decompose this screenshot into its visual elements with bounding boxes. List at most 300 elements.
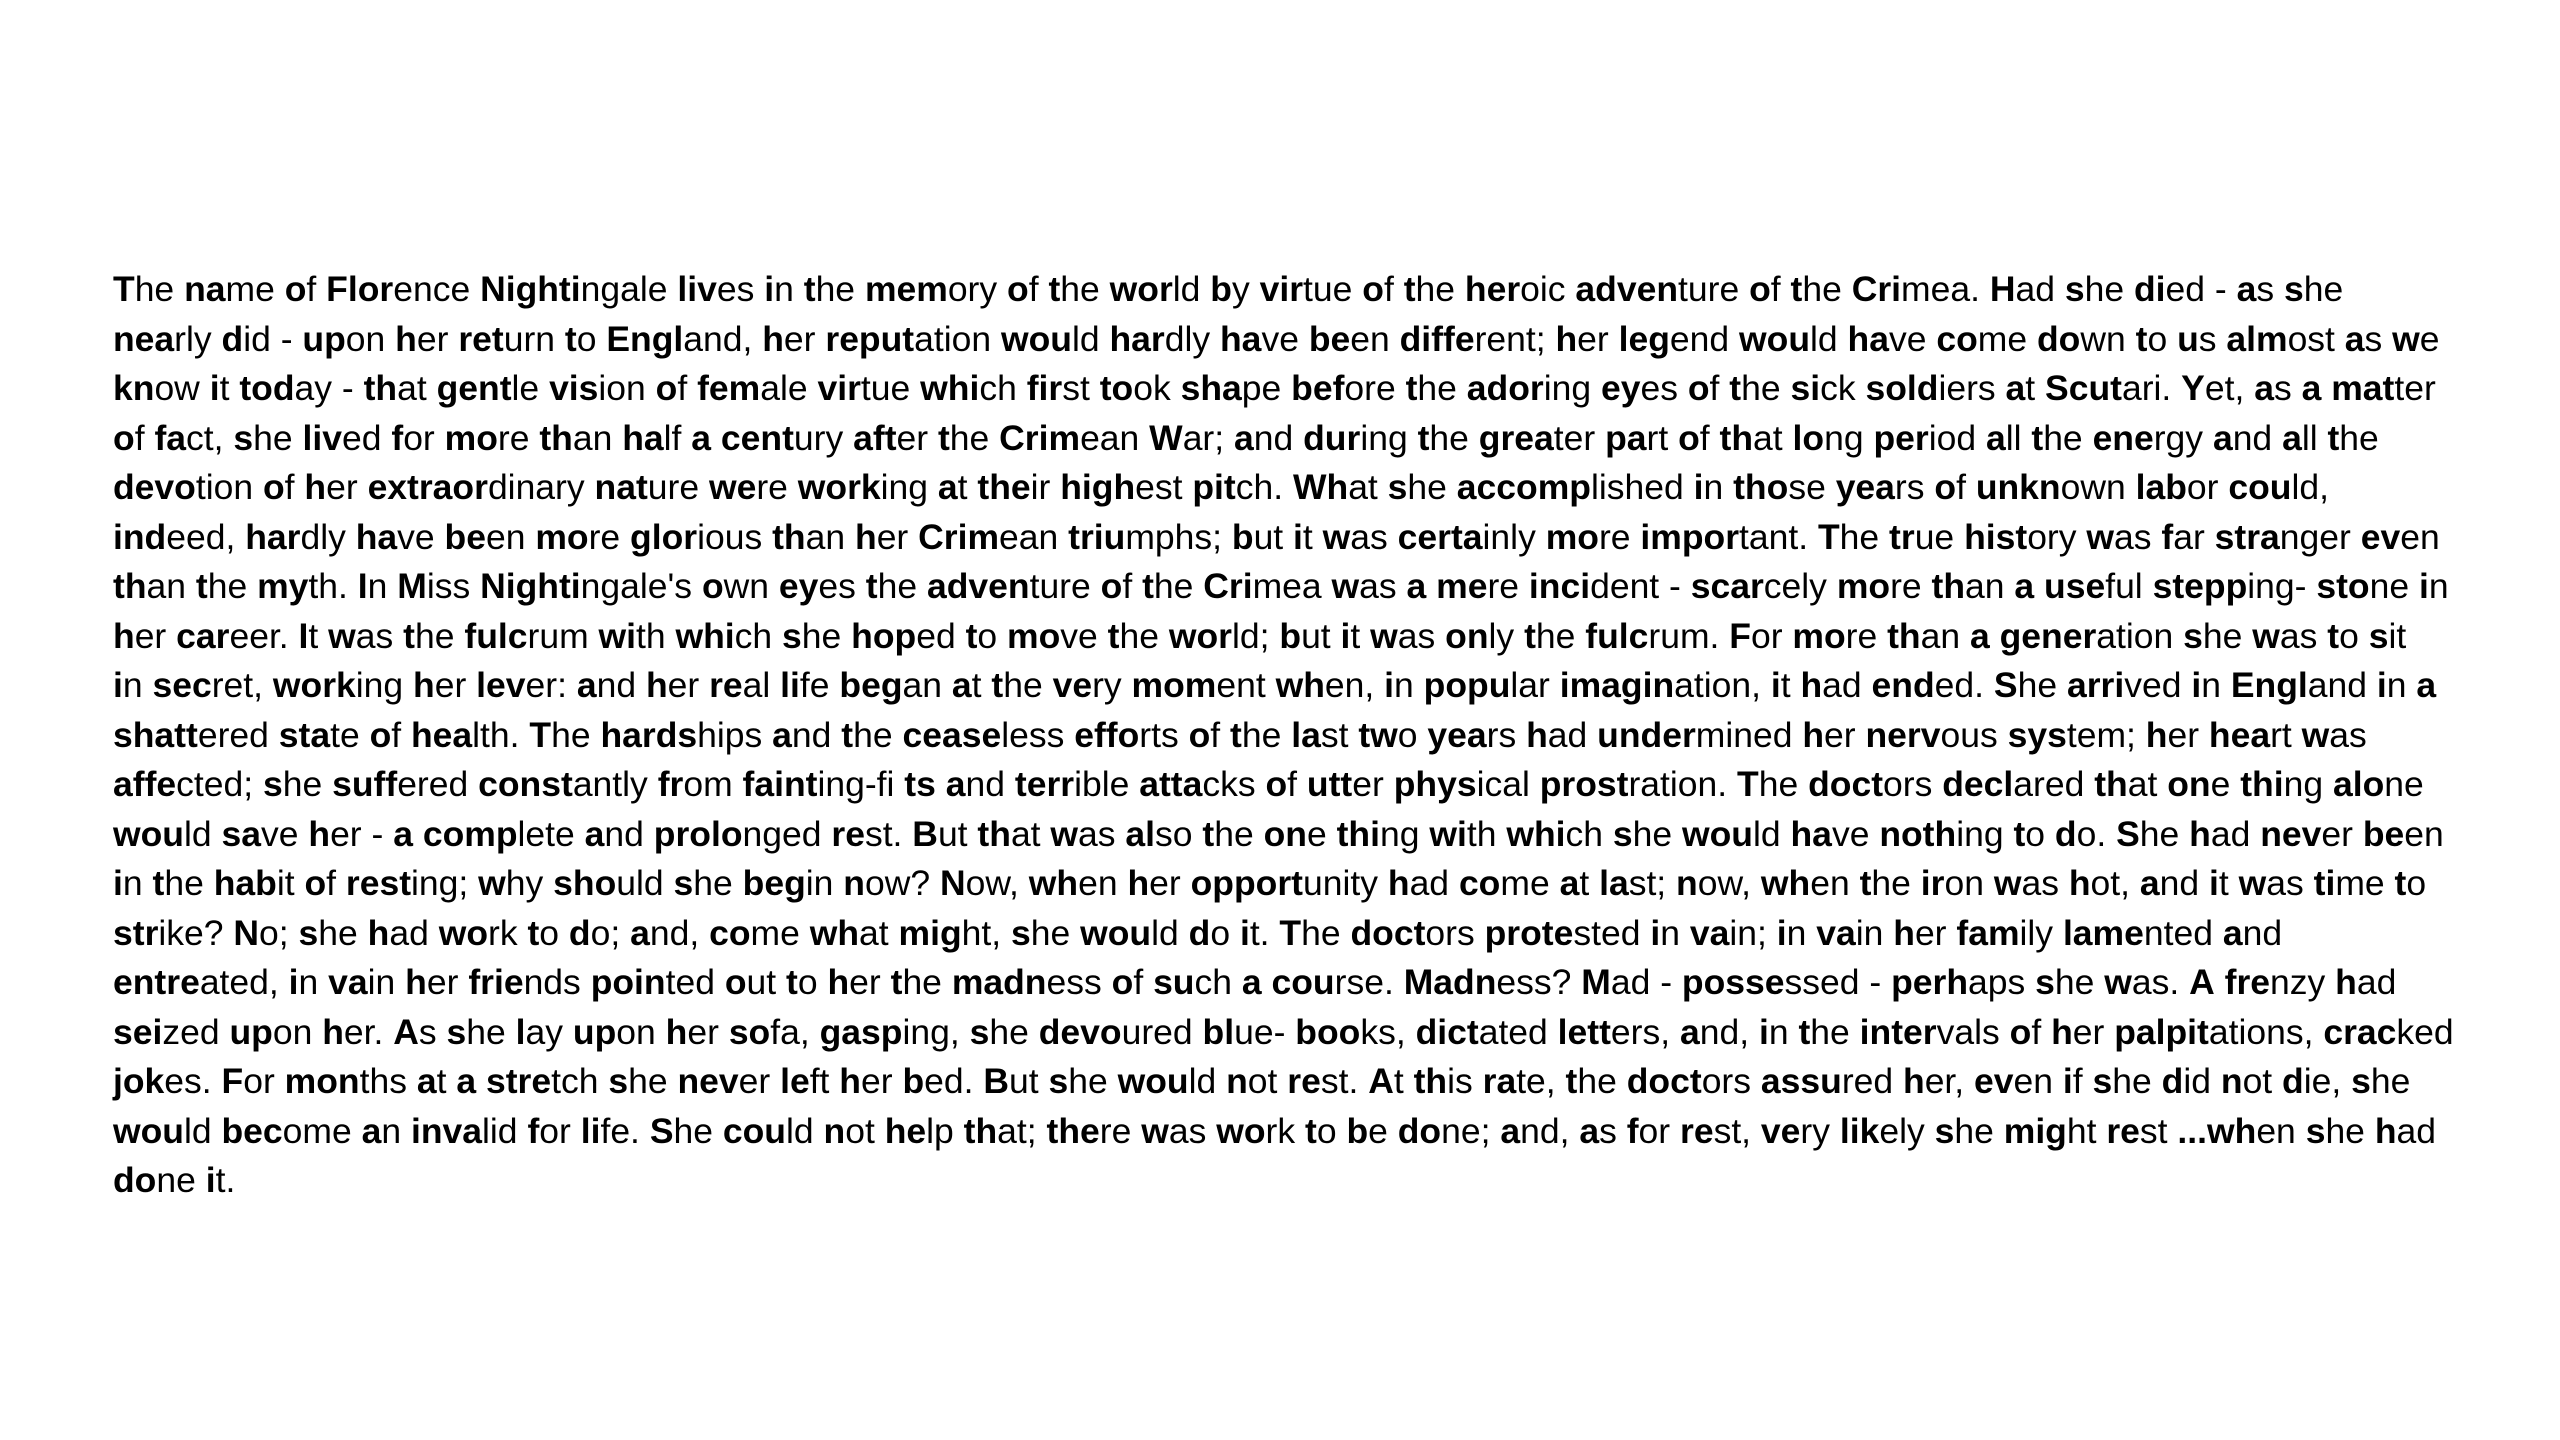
word — [675, 616, 772, 656]
word — [1309, 319, 1390, 359]
word — [2116, 814, 2179, 854]
word-bold-part: re — [1680, 1110, 1714, 1151]
word-bold-part: wor — [1109, 269, 1173, 309]
word — [1566, 1061, 1617, 1101]
word — [2395, 863, 2427, 903]
word — [1414, 1061, 1473, 1101]
word-regular-part: rent; — [1474, 318, 1546, 359]
word-bold-part: T — [1279, 912, 1302, 953]
word — [2063, 1061, 2083, 1101]
word-bold-part: h — [2051, 1011, 2073, 1052]
word-bold-part: o — [1934, 467, 1957, 507]
word-bold-part: triu — [1068, 516, 1126, 557]
word — [2416, 665, 2436, 705]
word-bold-part: utt — [1306, 764, 1353, 804]
word-bold-part: stepp — [2152, 566, 2248, 606]
word — [2006, 368, 2036, 408]
word-bold-part: f — [1626, 1110, 1639, 1151]
word — [1485, 913, 1641, 953]
word — [1291, 715, 1348, 755]
word — [1457, 467, 1684, 507]
word — [328, 616, 393, 656]
word-regular-part: ured — [1121, 1011, 1193, 1052]
text-line — [113, 661, 2493, 711]
word — [1293, 517, 1313, 557]
word — [1404, 269, 1455, 309]
word — [245, 517, 346, 557]
word-bold-part: kn — [113, 368, 155, 408]
word-bold-part: do — [2036, 318, 2081, 359]
word — [456, 1061, 476, 1101]
word-bold-part: up — [302, 318, 346, 359]
word-bold-part: sho — [553, 863, 617, 903]
word-bold-part: B — [983, 1061, 1009, 1101]
word-regular-part: om — [683, 764, 733, 804]
word-regular-part: nd — [1253, 417, 1294, 458]
word-bold-part: scar — [1690, 566, 1764, 606]
word-regular-part: he — [1119, 615, 1159, 656]
word — [1264, 814, 1327, 854]
word-regular-part: - — [1669, 566, 1681, 606]
word-regular-part: st, — [1713, 1110, 1752, 1151]
word-bold-part: be — [1308, 318, 1351, 359]
word-bold-part: o — [1100, 566, 1123, 606]
word-regular-part: oic — [1520, 269, 1566, 309]
word — [2316, 566, 2409, 606]
word — [1132, 665, 1266, 705]
word-bold-part: prost — [1539, 764, 1629, 804]
word — [2419, 566, 2449, 606]
word-bold-part: t — [1417, 417, 1430, 458]
word — [1903, 1061, 1964, 1101]
word — [966, 616, 998, 656]
word-bold-part: w — [1141, 1110, 1169, 1151]
word-bold-part: dict — [1415, 1011, 1479, 1052]
word — [391, 418, 434, 458]
word-regular-part: as — [1168, 1110, 1207, 1151]
word-bold-part: h — [855, 516, 877, 557]
word-bold-part: d — [2282, 1061, 2304, 1101]
word-bold-part: doct — [1808, 764, 1884, 804]
word-bold-part: o — [1687, 368, 1710, 408]
word-bold-part: w — [1370, 615, 1398, 656]
word-regular-part: or — [1638, 1110, 1671, 1151]
word — [478, 764, 648, 804]
word — [1526, 715, 1587, 755]
word — [549, 368, 646, 408]
word-bold-part: o — [1188, 714, 1211, 755]
word-regular-part: me — [2335, 863, 2385, 903]
word — [1445, 616, 1514, 656]
word-bold-part: bec — [221, 1110, 283, 1151]
word-bold-part: s — [608, 1061, 629, 1101]
word-bold-part: h — [1127, 863, 1150, 903]
word — [2375, 1111, 2436, 1151]
word-regular-part: uld — [616, 863, 664, 903]
word-regular-part: ut — [1009, 1061, 1039, 1101]
word-bold-part: on — [1445, 615, 1489, 656]
word — [113, 715, 269, 755]
word-regular-part: re — [1845, 615, 1878, 656]
word — [600, 715, 762, 755]
word — [1305, 1111, 1337, 1151]
word-bold-part: Crim — [918, 516, 1000, 557]
word — [113, 418, 145, 458]
word-bold-part: a — [584, 813, 605, 854]
word-bold-part: extraor — [367, 467, 488, 507]
word — [1346, 1111, 1387, 1151]
word-regular-part: he — [673, 1110, 713, 1151]
word — [630, 913, 699, 953]
word-regular-part: nted — [2143, 912, 2213, 953]
word-bold-part: t — [1405, 368, 1418, 408]
word-bold-part: h — [1893, 912, 1915, 953]
word-bold-part: alo — [2332, 764, 2385, 804]
word — [2392, 319, 2439, 359]
word — [1400, 319, 1546, 359]
word-regular-part: ed. — [924, 1061, 974, 1101]
word-bold-part: th — [1931, 566, 1966, 606]
word-regular-part: he — [1415, 269, 1456, 309]
word — [1210, 269, 1249, 309]
word — [697, 368, 808, 408]
word-regular-part: lished — [1590, 467, 1684, 507]
word — [1524, 616, 1575, 656]
word-bold-part: t — [1790, 269, 1803, 309]
word-bold-part: o — [1111, 962, 1134, 1002]
word-bold-part: a — [2005, 368, 2026, 408]
word — [1118, 1061, 1217, 1101]
word-bold-part: a — [1559, 863, 1580, 903]
word-regular-part: ld — [1172, 269, 1201, 309]
word — [591, 962, 715, 1002]
word-bold-part: t — [890, 962, 903, 1002]
word — [702, 566, 769, 606]
word — [395, 319, 448, 359]
word-bold-part: h — [762, 318, 784, 359]
word-bold-part: ra — [1482, 1061, 1517, 1101]
word-bold-part: h — [1802, 714, 1825, 755]
word — [285, 1061, 407, 1101]
word-regular-part: ow — [154, 368, 200, 408]
word-regular-part: en — [2400, 516, 2440, 557]
word-bold-part: t — [2327, 417, 2340, 458]
word — [1790, 368, 1855, 408]
word-regular-part: re — [588, 516, 621, 557]
word-regular-part: tch — [551, 1061, 599, 1101]
word — [299, 616, 319, 656]
word-bold-part: b — [1279, 615, 1302, 656]
word-regular-part: rk — [488, 912, 518, 953]
word-regular-part: he — [801, 615, 842, 656]
word — [439, 913, 518, 953]
word-bold-part: inva — [410, 1110, 483, 1151]
word-regular-part: he — [1810, 1011, 1850, 1052]
word-bold-part: ...wh — [2177, 1110, 2257, 1151]
word-bold-part: a — [1970, 615, 1990, 656]
word-regular-part: tue — [1303, 269, 1353, 309]
word-bold-part: lev — [476, 665, 526, 705]
word — [1749, 269, 1781, 309]
word-regular-part: le — [511, 368, 540, 408]
word-regular-part: ut — [746, 962, 777, 1002]
word — [1398, 1111, 1491, 1151]
word — [804, 269, 855, 309]
word-bold-part: decl — [1942, 764, 2014, 804]
word-bold-part: nerv — [1865, 714, 1941, 755]
word-bold-part: hea — [411, 714, 473, 755]
word — [1866, 715, 1998, 755]
word-bold-part: tho — [1733, 467, 1789, 507]
word-bold-part: o — [724, 962, 747, 1002]
word-bold-part: h — [1387, 863, 1410, 903]
word-regular-part: ered — [197, 714, 269, 755]
word-bold-part: i — [1650, 912, 1661, 953]
word — [279, 715, 360, 755]
word — [1189, 715, 1221, 755]
word-regular-part: ne — [2384, 764, 2424, 804]
word-regular-part: ot — [1247, 1061, 1278, 1101]
word-regular-part: e — [2210, 764, 2231, 804]
word-bold-part: ha — [1847, 318, 1889, 359]
word-regular-part: ed. — [1934, 665, 1985, 705]
word-bold-part: n — [843, 863, 865, 903]
word-bold-part: b — [1346, 1110, 1369, 1151]
word-regular-part: ths — [359, 1061, 407, 1101]
word-bold-part: sto — [2316, 566, 2370, 606]
word-regular-part: at — [2127, 764, 2158, 804]
word — [1362, 269, 1394, 309]
word-regular-part: he — [2339, 417, 2379, 458]
word-bold-part: co — [709, 912, 751, 953]
word-regular-part: ht — [2066, 1110, 2097, 1151]
word-bold-part: I — [298, 615, 309, 656]
word-bold-part: s — [1934, 1110, 1955, 1151]
word-regular-part: nger — [2279, 516, 2351, 557]
word — [1729, 616, 1782, 656]
word-regular-part: he — [1153, 566, 1194, 606]
word — [1720, 418, 1783, 458]
word — [2031, 418, 2082, 458]
word-regular-part: t — [1393, 1061, 1404, 1101]
word-regular-part: f — [2072, 1061, 2083, 1101]
word-bold-part: w — [1993, 863, 2022, 903]
word — [2069, 863, 2130, 903]
word-bold-part: str — [113, 912, 159, 953]
word-bold-part: w — [2301, 714, 2330, 755]
word — [1994, 665, 2057, 705]
word — [372, 814, 384, 854]
word-regular-part: ks, — [1360, 1011, 1406, 1052]
word-regular-part: an — [1920, 615, 1961, 656]
word — [289, 962, 319, 1002]
word — [743, 764, 895, 804]
word-bold-part: th — [539, 417, 573, 458]
word — [1816, 913, 1883, 953]
word-bold-part: s — [2351, 1061, 2371, 1101]
word-regular-part: f — [677, 368, 688, 408]
word-regular-part: st — [1062, 368, 1090, 408]
word — [299, 913, 358, 953]
word-regular-part: he — [1429, 417, 1469, 458]
word-regular-part: ok — [1133, 368, 1171, 408]
word-regular-part: n — [1768, 1011, 1789, 1052]
word-regular-part: er, — [1924, 1061, 1965, 1101]
word — [1047, 1111, 1132, 1151]
word — [1500, 1111, 1569, 1151]
word — [233, 418, 292, 458]
word-regular-part: wn — [723, 566, 770, 606]
word-bold-part: inci — [1528, 566, 1591, 606]
word — [912, 814, 967, 854]
word-bold-part: me — [1436, 566, 1488, 606]
word — [825, 319, 991, 359]
word-bold-part: a — [2282, 417, 2302, 458]
word — [176, 616, 289, 656]
word — [1601, 368, 1678, 408]
word-bold-part: s — [1387, 467, 1408, 507]
word — [1307, 764, 1384, 804]
word-regular-part: t — [1350, 615, 1361, 656]
word — [599, 616, 666, 656]
word-bold-part: t — [1524, 615, 1536, 656]
word-bold-part: o — [369, 714, 392, 755]
word-regular-part: he — [2112, 1061, 2152, 1101]
word-regular-part: o — [1316, 1110, 1337, 1151]
word-bold-part: s — [2035, 962, 2055, 1002]
word — [553, 863, 664, 903]
word — [478, 863, 543, 903]
word — [1429, 814, 1496, 854]
word — [2228, 467, 2329, 507]
word-regular-part: t — [971, 665, 982, 705]
word-regular-part: aps — [1968, 962, 2026, 1002]
word-regular-part: me — [750, 912, 800, 953]
word-bold-part: adven — [1575, 269, 1679, 309]
word — [486, 1061, 598, 1101]
word-regular-part: nd, — [1699, 1011, 1750, 1052]
word — [2177, 319, 2216, 359]
word — [304, 863, 336, 903]
word-bold-part: Y — [2181, 368, 2205, 408]
word-regular-part: ily — [2019, 912, 2054, 953]
word-regular-part: ad — [1547, 714, 1588, 755]
word-bold-part: terr — [1014, 764, 1075, 804]
word-bold-part: diffe — [1399, 318, 1475, 359]
word — [364, 368, 427, 408]
word-regular-part: f — [1210, 714, 1221, 755]
word-bold-part: mo — [535, 516, 589, 557]
word-regular-part: ari. — [2121, 368, 2172, 408]
word-regular-part: zed — [162, 1011, 220, 1052]
word-bold-part: shatt — [113, 714, 198, 755]
word — [1407, 566, 1427, 606]
word — [529, 715, 590, 755]
word — [573, 1012, 656, 1052]
word — [322, 1012, 383, 1052]
word-bold-part: s — [2064, 269, 2085, 309]
word-bold-part: a — [772, 714, 792, 755]
word-bold-part: palpit — [2114, 1011, 2209, 1052]
word — [1007, 269, 1039, 309]
word-bold-part: h — [413, 665, 435, 705]
word — [658, 764, 733, 804]
word-bold-part: t — [1048, 269, 1061, 309]
word-regular-part: et, — [2204, 368, 2245, 408]
word-bold-part: h — [395, 318, 417, 359]
word-regular-part: at — [859, 912, 889, 953]
word-bold-part: T — [1817, 516, 1840, 557]
word — [210, 368, 230, 408]
word-regular-part: - — [2214, 269, 2227, 309]
word-regular-part: n — [1394, 665, 1414, 705]
word — [999, 418, 1139, 458]
word — [222, 1061, 275, 1101]
word-bold-part: o — [701, 566, 724, 606]
word-regular-part: t — [1302, 516, 1313, 557]
word-bold-part: Crim — [999, 417, 1081, 458]
word — [1108, 616, 1159, 656]
word — [2037, 319, 2126, 359]
word-bold-part: fem — [697, 368, 761, 408]
word-bold-part: t — [937, 417, 950, 458]
word-regular-part: ld — [1151, 912, 1179, 953]
word-regular-part: nd — [965, 764, 1005, 804]
word-bold-part: d — [2054, 813, 2077, 854]
word — [1581, 962, 1650, 1002]
word-regular-part: ht, — [961, 912, 1002, 953]
word — [1272, 962, 1394, 1002]
word-regular-part: he — [1003, 665, 1043, 705]
word-bold-part: W — [1149, 417, 1183, 458]
word-regular-part: ssed — [1784, 962, 1860, 1002]
word-bold-part: perh — [1891, 962, 1969, 1002]
word-regular-part: te — [330, 714, 360, 755]
word-regular-part: me — [1500, 863, 1550, 903]
word-regular-part: ve — [397, 516, 435, 557]
word-regular-part: ome — [282, 1110, 352, 1151]
word-regular-part: n — [122, 665, 143, 705]
word-bold-part: wh — [1760, 863, 1811, 903]
word — [464, 616, 588, 656]
word — [1192, 467, 1283, 507]
word-bold-part: the — [1046, 1110, 1100, 1151]
word-regular-part: rts — [1139, 714, 1179, 755]
word-bold-part: H — [1989, 269, 2016, 309]
text-line — [113, 612, 2493, 662]
word-bold-part: sec — [152, 665, 212, 705]
word-bold-part: di — [2133, 269, 2166, 309]
word-regular-part: an — [902, 665, 943, 705]
word-regular-part: as. — [2131, 962, 2180, 1002]
word-regular-part: ut — [1301, 615, 1331, 656]
word-regular-part: on — [272, 1011, 313, 1052]
word — [480, 269, 667, 309]
word-bold-part: posse — [1681, 962, 1785, 1002]
word-bold-part: w — [328, 615, 356, 656]
word-regular-part: mphs; — [1125, 516, 1222, 557]
word-regular-part: fe. — [600, 1110, 640, 1151]
word — [480, 566, 692, 606]
word — [304, 467, 357, 507]
word — [1424, 665, 1550, 705]
word-regular-part: o; — [590, 912, 621, 953]
word — [1771, 665, 1791, 705]
word — [1189, 913, 1230, 953]
word-bold-part: ir — [1920, 863, 1945, 903]
word-bold-part: d — [221, 318, 244, 359]
word — [2045, 368, 2171, 408]
